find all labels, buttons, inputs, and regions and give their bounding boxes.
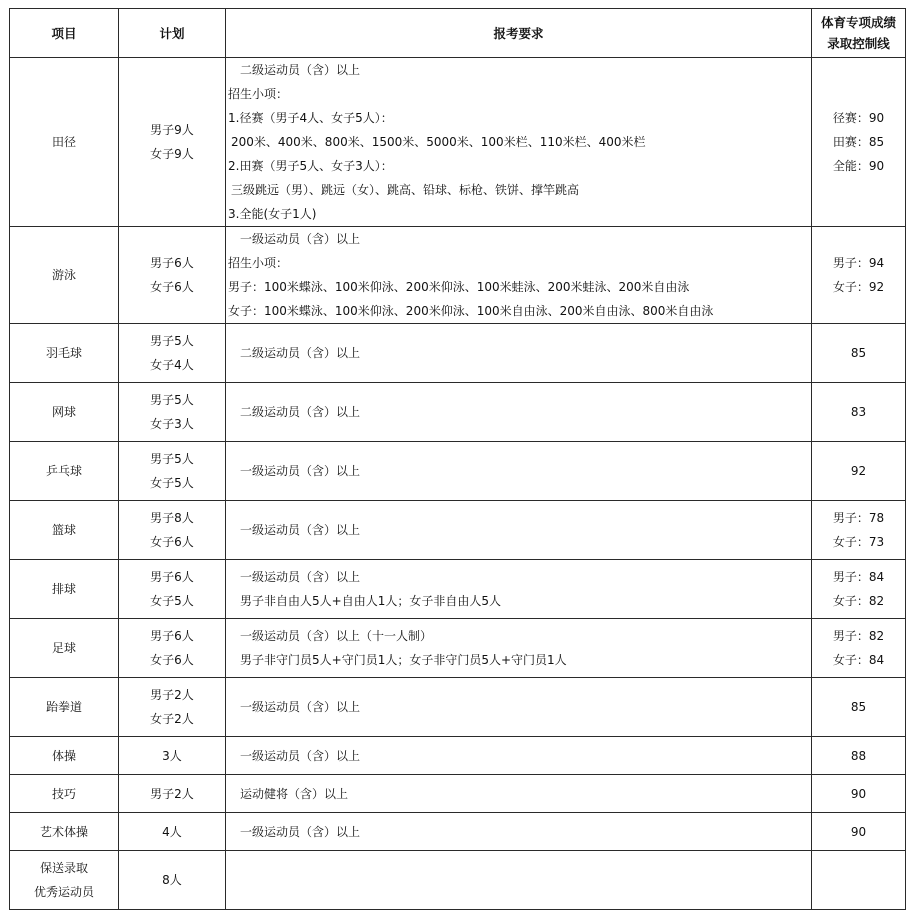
table-row [10, 383, 906, 442]
score-cell [812, 324, 906, 383]
table-row [10, 324, 906, 383]
admissions-table [9, 8, 906, 910]
requirements-cell [226, 501, 812, 560]
plan-quota: 男子5人 [150, 452, 194, 466]
header-score-line-1: 体育专项成绩 [820, 15, 896, 30]
plan-cell [119, 442, 226, 501]
table-row [10, 737, 906, 775]
item-cell [10, 501, 119, 560]
score-value: 男子：94 [832, 256, 885, 270]
requirement-line: 二级运动员（含）以上 [240, 405, 361, 419]
requirements-cell [226, 851, 812, 910]
item-label: 篮球 [51, 523, 76, 537]
plan-cell [119, 324, 226, 383]
item-cell [10, 775, 119, 813]
header-requirements: 报考要求 [226, 9, 812, 58]
item-cell [10, 813, 119, 851]
item-cell [10, 560, 119, 619]
plan-quota: 男子5人 [150, 334, 194, 348]
plan-quota: 3人 [162, 748, 182, 763]
score-cell [812, 501, 906, 560]
plan-quota: 男子9人 [150, 123, 194, 137]
requirements-cell [226, 737, 812, 775]
requirements-cell [226, 560, 812, 619]
plan-cell [119, 227, 226, 324]
table-row [10, 227, 906, 324]
plan-cell [119, 813, 226, 851]
table-row [10, 560, 906, 619]
table-row [10, 619, 906, 678]
item-cell [10, 619, 119, 678]
header-item: 项目 [10, 9, 119, 58]
plan-quota: 女子4人 [150, 358, 194, 372]
table-row [10, 678, 906, 737]
plan-cell [119, 678, 226, 737]
header-score-line [812, 9, 906, 58]
plan-quota: 女子9人 [150, 147, 194, 161]
requirements-cell [226, 58, 812, 227]
score-cell [812, 813, 906, 851]
score-cell [812, 560, 906, 619]
score-value: 83 [850, 405, 867, 419]
requirement-line: 200米、400米、800米、1500米、5000米、100米栏、110米栏、400米栏 [231, 135, 646, 149]
item-label: 田径 [51, 135, 76, 149]
item-label: 网球 [51, 405, 76, 419]
item-cell [10, 58, 119, 227]
plan-quota: 女子5人 [150, 594, 194, 608]
score-value: 女子：82 [832, 594, 885, 608]
item-label: 排球 [51, 582, 76, 596]
score-value: 全能：90 [832, 159, 885, 173]
requirement-line: 一级运动员（含）以上 [240, 464, 361, 478]
item-label: 技巧 [51, 786, 76, 801]
requirements-cell [226, 383, 812, 442]
plan-quota: 男子6人 [150, 570, 194, 584]
item-label: 乒乓球 [45, 464, 82, 478]
requirement-line: 1.径赛（男子4人、女子5人）： [228, 111, 393, 125]
plan-quota: 女子5人 [150, 476, 194, 490]
score-cell [812, 775, 906, 813]
item-label: 保送录取 [39, 861, 88, 875]
plan-cell [119, 501, 226, 560]
item-label: 游泳 [51, 268, 76, 282]
requirement-line: 一级运动员（含）以上（十一人制） [240, 629, 433, 643]
score-value: 男子：78 [832, 511, 885, 525]
requirements-cell [226, 678, 812, 737]
requirement-line: 2.田赛（男子5人、女子3人）： [228, 159, 393, 173]
requirements-cell [226, 324, 812, 383]
item-label: 跆拳道 [45, 700, 82, 714]
item-cell [10, 678, 119, 737]
table-row [10, 58, 906, 227]
item-label: 足球 [51, 641, 76, 655]
plan-quota: 男子2人 [150, 688, 194, 702]
plan-quota: 男子6人 [150, 256, 194, 270]
item-label: 艺术体操 [39, 824, 88, 839]
score-value: 径赛：90 [832, 111, 885, 125]
plan-quota: 男子8人 [150, 511, 194, 525]
score-value: 男子：84 [832, 570, 885, 584]
plan-quota: 女子6人 [150, 653, 194, 667]
plan-quota: 女子3人 [150, 417, 194, 431]
requirement-line: 一级运动员（含）以上 [240, 824, 361, 839]
requirement-line: 一级运动员（含）以上 [240, 748, 361, 763]
requirements-cell [226, 813, 812, 851]
item-cell [10, 227, 119, 324]
table-row [10, 813, 906, 851]
requirements-cell [226, 442, 812, 501]
table-row [10, 442, 906, 501]
item-label: 体操 [51, 748, 76, 763]
score-value: 88 [850, 748, 867, 763]
item-label: 优秀运动员 [33, 885, 94, 899]
item-cell [10, 737, 119, 775]
plan-cell [119, 58, 226, 227]
plan-quota: 男子2人 [150, 786, 194, 801]
requirement-line: 招生小项： [228, 256, 289, 270]
requirement-line: 男子非守门员5人+守门员1人；女子非守门员5人+守门员1人 [240, 653, 567, 667]
requirement-line: 二级运动员（含）以上 [240, 346, 361, 360]
plan-quota: 女子2人 [150, 712, 194, 726]
plan-cell [119, 737, 226, 775]
requirement-line: 男子非自由人5人+自由人1人；女子非自由人5人 [240, 594, 501, 608]
plan-cell [119, 851, 226, 910]
requirement-line: 一级运动员（含）以上 [240, 700, 361, 714]
score-value: 85 [850, 346, 867, 360]
score-value: 90 [850, 786, 867, 801]
score-cell [812, 383, 906, 442]
score-value: 92 [850, 464, 867, 478]
table-row [10, 851, 906, 910]
item-cell [10, 851, 119, 910]
requirement-line: 一级运动员（含）以上 [240, 570, 361, 584]
plan-quota: 女子6人 [150, 280, 194, 294]
item-cell [10, 324, 119, 383]
table-row [10, 775, 906, 813]
score-cell [812, 619, 906, 678]
plan-cell [119, 775, 226, 813]
requirement-line: 运动健将（含）以上 [240, 786, 349, 801]
score-cell [812, 678, 906, 737]
score-value: 女子：84 [832, 653, 885, 667]
plan-quota: 8人 [162, 873, 182, 887]
score-value: 90 [850, 824, 867, 839]
score-cell [812, 58, 906, 227]
requirement-line: 一级运动员（含）以上 [240, 232, 361, 246]
table-row [10, 501, 906, 560]
requirements-cell [226, 619, 812, 678]
requirement-line: 一级运动员（含）以上 [240, 523, 361, 537]
score-cell [812, 737, 906, 775]
score-cell [812, 227, 906, 324]
requirement-line: 二级运动员（含）以上 [240, 63, 361, 77]
score-cell [812, 442, 906, 501]
requirement-line: 招生小项： [228, 87, 289, 101]
requirements-cell [226, 227, 812, 324]
requirement-line: 三级跳远（男）、跳远（女）、跳高、铅球、标枪、铁饼、撑竿跳高 [231, 183, 580, 197]
plan-cell [119, 560, 226, 619]
score-value: 女子：92 [832, 280, 885, 294]
item-cell [10, 442, 119, 501]
plan-cell [119, 383, 226, 442]
header-plan: 计划 [119, 9, 226, 58]
item-cell [10, 383, 119, 442]
requirement-line: 3.全能(女子1人) [228, 207, 317, 221]
score-value: 85 [850, 700, 867, 714]
header-score-line-2: 录取控制线 [827, 36, 890, 51]
requirement-line: 男子：100米蝶泳、100米仰泳、200米仰泳、100米蛙泳、200米蛙泳、200米自由泳 [228, 280, 690, 294]
requirement-line: 女子：100米蝶泳、100米仰泳、200米仰泳、100米自由泳、200米自由泳、800米自由泳 [228, 304, 714, 318]
score-value: 女子：73 [832, 535, 885, 549]
requirements-cell [226, 775, 812, 813]
plan-quota: 女子6人 [150, 535, 194, 549]
plan-quota: 男子6人 [150, 629, 194, 643]
header-row [10, 9, 906, 58]
score-value: 男子：82 [832, 629, 885, 643]
table-body [10, 58, 906, 910]
item-label: 羽毛球 [45, 346, 82, 360]
plan-quota: 男子5人 [150, 393, 194, 407]
score-value: 田赛：85 [832, 135, 885, 149]
plan-cell [119, 619, 226, 678]
score-cell [812, 851, 906, 910]
plan-quota: 4人 [162, 824, 182, 839]
